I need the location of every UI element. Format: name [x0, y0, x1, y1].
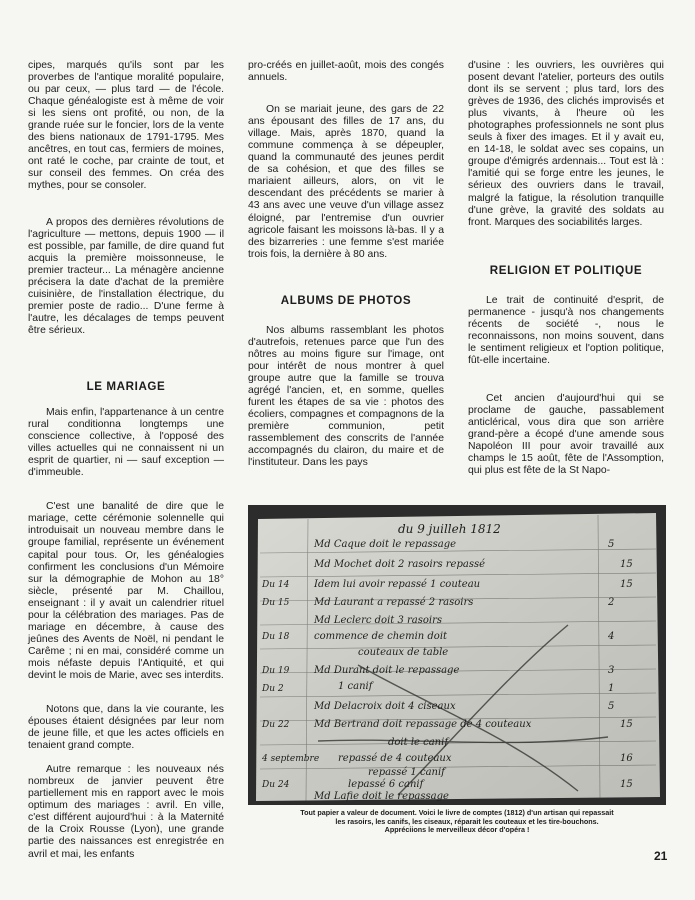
ledger-amount: 3	[608, 665, 615, 676]
ledger-line: Idem lui avoir repassé 1 couteau	[314, 579, 481, 590]
section-heading-religion: RELIGION ET POLITIQUE	[489, 263, 643, 277]
paragraph: cipes, marqués qu'ils sont par les proverbes de l'antique moralité populaire, ou par ceux, — plus tard — de l'école. Chaque généalogiste est à même de voir si les siens ont profité, ou non, de la grande ruée sur le foncier, lors de la vente des biens nationaux de 1791-1795. Mes ancêtres, en tout cas, fermiers de moines, ont raté le coche, par crainte de tout, et sur conseil des femmes. On créa des mythes, pour se consoler.	[28, 60, 224, 192]
ledger-line: commence de chemin doit	[314, 631, 448, 642]
ledger-line: repassé de 4 couteaux	[338, 753, 452, 764]
paragraph: Nos albums rassemblant les photos d'autrefois, retenues parce que l'un des nôtres au moins figure sur l'image, ont pour intérêt de nous montrer à quel groupe autre que la famille se trouva agrégé l'ancien, et, en somme, quelles furent les étapes de sa vie : photos des écoliers, compagnes et compagnons de la première communion, petit rassemblement des conscrits de l'année accompagnés du clairon, du maire et de l'instituteur. Dans les pays	[248, 324, 444, 469]
ledger-date: Du 19	[262, 666, 290, 676]
ledger-date: Du 2	[262, 684, 284, 694]
column-right	[468, 60, 664, 489]
caption-line: les rasoirs, les canifs, les ciseaux, réparait les couteaux et les tire-bouchons.	[335, 816, 599, 826]
ledger-line: Md Bertrand doit repassage de 4 couteaux	[314, 719, 532, 730]
paragraph: Le trait de continuité d'esprit, de permanence - jusqu'à nos changements récents de société -, nous le reconnaissons, non moins souvent, dans le sentiment religieux et l'option politique, fût-elle incertaine.	[468, 294, 664, 366]
ledger-amount: 15	[620, 579, 633, 590]
ledger-amount: 15	[620, 559, 633, 570]
column-left	[28, 60, 224, 873]
caption-line: Appréciions le merveilleux décor d'opéra !	[384, 825, 530, 835]
paragraph: Mais enfin, l'appartenance à un centre rural conditionna longtemps une conscience collective, à l'opposé des villes actuelles qui ne connaissent ni un esprit de quartier, ni — sauf exception — d'immeuble.	[28, 407, 224, 479]
paragraph: Autre remarque : les nouveaux nés nombreux de janvier peuvent être partiellement mis en rapport avec le mois optimum des mariages : avril. En ville, c'est différent aujourd'hui : à la Maternité de la Croix Rousse (Lyon), une grande partie des naissances est enregistrée en avril et mai, les enfants	[28, 764, 224, 860]
section-heading-albums: ALBUMS DE PHOTOS	[280, 293, 412, 307]
ledger-date: Du 18	[262, 632, 290, 642]
figure-caption	[248, 809, 666, 835]
paragraph: On se mariait jeune, des gars de 22 ans épousant des filles de 17 ans, du village. Mais, après 1870, quand la commune commença à se dépeupler, quand la communauté des jeunes perdit de sa cohésion, et que des filles se mariaient ailleurs, alors, on vit le descendant des précédents se marier à 43 ans avec une veuve d'un village assez éloigné, par l'entremise d'un ouvrier agricole faisant les moissons là-bas. Il y a des bizarreries : une femme s'est mariée trois fois, la dernière à 80 ans.	[248, 104, 444, 260]
ledger-date: 4 septembre	[262, 754, 320, 764]
caption-line: Tout papier a valeur de document. Voici le livre de comptes (1812) d'un artisan qui repassait	[300, 808, 614, 817]
ledger-line: Md Lafie doit le repassage	[314, 791, 449, 802]
paragraph: Cet ancien d'aujourd'hui qui se proclame de gauche, passablement anticlérical, vous dira que son arrière grand-père a écopé d'une amende sous Napoléon III pour avoir travaillé aux champs le 15 août, fête de l'Assomption, qui plus est fête de la St Napo-	[468, 392, 664, 477]
ledger-line: repassé 1 canif	[368, 767, 445, 778]
ledger-line: Md Caque doit le repassage	[314, 539, 457, 550]
paragraph: C'est une banalité de dire que le mariage, cette cérémonie solennelle qui introduisait un nouveau membre dans le groupe familial, représente un événement capital pour tous. Or, les généalogies confirment les conclusions d'un Mémoire sur la démographie de Mohon au 18° siècle, présenté par M. Chaillou, enseignant : il y avait un calendrier rituel pour la célébration des mariages. Pas de mariage en décembre, à cause des jeûnes des Avents de Noël, ni pendant le Carême ; ni en mai, considéré comme un mois néfaste depuis l'Antiquité, et qui devint le mois de Marie, avec ses interdits.	[28, 501, 224, 681]
ledger-line: Md Laurant a repassé 2 rasoirs	[314, 597, 474, 608]
ledger-amount: 5	[608, 701, 615, 712]
ledger-date: Du 15	[262, 598, 290, 608]
ledger-date: Du 22	[262, 720, 290, 730]
paragraph: Notons que, dans la vie courante, les épouses étaient désignées par leur nom de jeune fille, et que les actes officiels en tenaient grand compte.	[28, 704, 224, 752]
ledger-amount: 5	[608, 539, 615, 550]
ledger-line: couteaux de table	[358, 647, 449, 658]
ledger-amount: 2	[608, 597, 615, 608]
section-heading-mariage: LE MARIAGE	[86, 379, 166, 393]
ledger-header: du 9 juilleh 1812	[398, 522, 501, 536]
column-middle	[248, 60, 444, 481]
ledger-line: Md Leclerc doit 3 rasoirs	[314, 615, 443, 626]
ledger-photo	[248, 505, 666, 805]
paragraph: d'usine : les ouvriers, les ouvrières qui posent devant l'atelier, porteurs des outils dont ils se servent ; plus tard, lors des grèves de 1936, des clichés improvisés et plus vivants, à l'heure où les photographes professionnels ne sont plus seuls à fixer des images. Et il y avait eu, en 14-18, le soldat avec ses copains, un groupe d'émigrés ardennais... Tout est là : l'amitié qui se forge entre les jeunes, le sérieux des ouvriers dans le travail, malgré la fatigue, la résolution tranquille d'une grève, la gravité des soldats au front. Marques des sociabilités larges.	[468, 60, 664, 228]
page-number: 21	[654, 849, 668, 863]
ledger-date: Du 24	[262, 780, 290, 790]
ledger-amount: 15	[620, 719, 633, 730]
ledger-line: Md Mochet doit 2 rasoirs repassé	[314, 559, 486, 570]
ledger-amount: 1	[608, 683, 615, 694]
ledger-line: lepassé 6 canif	[348, 779, 424, 790]
ledger-amount: 16	[620, 753, 633, 764]
ledger-amount: 15	[620, 779, 633, 790]
ledger-line: Md Durant doit le repassage	[314, 665, 460, 676]
ledger-image	[248, 505, 666, 805]
ledger-line: Md Delacroix doit 4 ciseaux	[314, 701, 456, 712]
ledger-amount: 4	[608, 631, 615, 642]
paragraph: A propos des dernières révolutions de l'agriculture — mettons, depuis 1900 — il est possible, par famille, de dire quand fut acquis la première moissonneuse, le premier tracteur... La ménagère ancienne précisera la date d'achat de la première cuisinière, de l'installation électrique, du premier poste de radio... D'une ferme à l'autre, les décalages de temps peuvent être sérieux.	[28, 216, 224, 336]
ledger-line: 1 canif	[338, 681, 373, 692]
ledger-date: Du 14	[262, 580, 290, 590]
paragraph: pro-créés en juillet-août, mois des congés annuels.	[248, 60, 444, 84]
ledger-line: doit le canif	[388, 737, 449, 748]
